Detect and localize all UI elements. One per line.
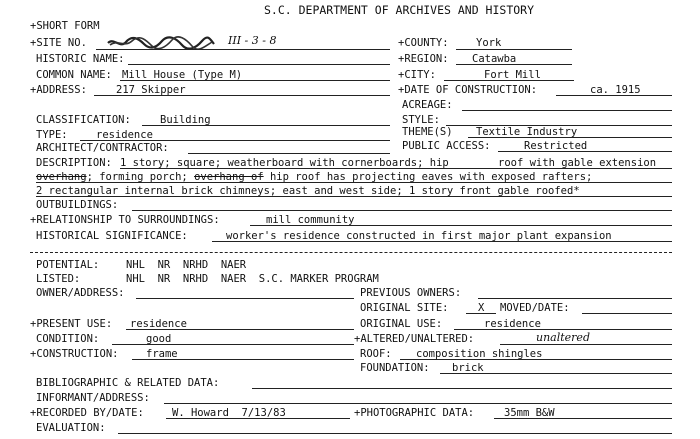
page-title: S.C. DEPARTMENT OF ARCHIVES AND HISTORY xyxy=(264,3,535,17)
type-line xyxy=(80,140,390,141)
roof-line xyxy=(400,359,672,360)
construction-value: frame xyxy=(146,348,178,360)
description-struck-word-2: overhang of xyxy=(194,171,264,183)
description-line-1a: 1 story; square; weatherboard with cornerboards; hip xyxy=(120,157,449,169)
informant-label: INFORMANT/ADDRESS: xyxy=(36,392,150,404)
address-label: +ADDRESS: xyxy=(30,84,87,96)
listed-label: LISTED: xyxy=(36,273,81,285)
evaluation-line xyxy=(118,433,672,434)
altered-label: +ALTERED/UNALTERED: xyxy=(354,333,475,345)
description-struck-word-1: overhang xyxy=(36,171,87,183)
short-form-label: +SHORT FORM xyxy=(30,20,100,32)
architect-label: ARCHITECT/CONTRACTOR: xyxy=(36,142,169,154)
recorded-value: W. Howard 7/13/83 xyxy=(172,407,286,419)
recorded-line xyxy=(166,418,350,419)
original-use-value: residence xyxy=(484,318,541,330)
city-value: Fort Mill xyxy=(484,69,541,81)
classification-line xyxy=(142,125,390,126)
roof-label: ROOF: xyxy=(360,348,392,360)
region-value: Catawba xyxy=(472,53,517,65)
significance-line xyxy=(212,241,672,242)
potential-options: NHL NR NRHD NAER xyxy=(126,259,247,271)
classification-label: CLASSIFICATION: xyxy=(36,114,131,126)
description-line-1-rule xyxy=(120,168,672,169)
description-line-3: 2 rectangular internal brick chimneys; east and west side; 1 story front gable roofed* xyxy=(36,185,580,197)
present-use-line xyxy=(126,329,354,330)
construction-line xyxy=(132,359,354,360)
description-line-3-rule xyxy=(36,196,672,197)
acreage-line xyxy=(462,110,672,111)
construction-label: +CONSTRUCTION: xyxy=(30,348,119,360)
date-value: ca. 1915 xyxy=(590,84,641,96)
present-use-value: residence xyxy=(130,318,187,330)
theme-value: Textile Industry xyxy=(476,126,578,138)
style-label: STYLE: xyxy=(402,114,440,126)
city-line xyxy=(444,80,574,81)
description-line-2b: hip roof has projecting eaves with exposed rafters; xyxy=(269,171,593,183)
common-name-value: Mill House (Type M) xyxy=(122,69,243,81)
original-use-line xyxy=(454,329,672,330)
county-value: York xyxy=(476,37,502,49)
photo-line xyxy=(494,418,672,419)
present-use-label: +PRESENT USE: xyxy=(30,318,113,330)
redaction-scribble xyxy=(106,36,216,50)
informant-line xyxy=(164,403,672,404)
city-label: +CITY: xyxy=(398,69,436,81)
original-site-label: ORIGINAL SITE: xyxy=(360,302,449,314)
address-line xyxy=(94,95,390,96)
foundation-line xyxy=(440,373,672,374)
photo-label: +PHOTOGRAPHIC DATA: xyxy=(354,407,475,419)
foundation-label: FOUNDATION: xyxy=(360,362,430,374)
region-line xyxy=(456,64,572,65)
site-no-line xyxy=(96,49,390,50)
altered-line xyxy=(500,344,672,345)
listed-options: NHL NR NRHD NAER S.C. MARKER PROGRAM xyxy=(126,273,379,285)
condition-label: CONDITION: xyxy=(36,333,100,345)
significance-label: HISTORICAL SIGNIFICANCE: xyxy=(36,230,188,242)
public-access-line xyxy=(498,151,672,152)
bibliographic-label: BIBLIOGRAPHIC & RELATED DATA: xyxy=(36,377,220,389)
original-use-label: ORIGINAL USE: xyxy=(360,318,443,330)
date-label: +DATE OF CONSTRUCTION: xyxy=(398,84,538,96)
moved-line xyxy=(582,313,672,314)
acreage-label: ACREAGE: xyxy=(402,99,453,111)
original-site-line xyxy=(466,313,496,314)
description-line-1b: roof with gable extension xyxy=(498,157,657,169)
relationship-value: mill community xyxy=(266,214,355,226)
altered-value: unaltered xyxy=(536,331,590,344)
section-divider xyxy=(30,252,672,253)
description-line-2a: ; forming porch; xyxy=(86,171,188,183)
common-name-label: COMMON NAME: xyxy=(36,69,112,81)
county-line xyxy=(456,49,572,50)
potential-label: POTENTIAL: xyxy=(36,259,100,271)
roof-value: composition shingles xyxy=(416,348,543,360)
outbuildings-label: OUTBUILDINGS: xyxy=(36,199,119,211)
address-value: 217 Skipper xyxy=(116,84,186,96)
public-access-value: Restricted xyxy=(524,140,588,152)
county-label: +COUNTY: xyxy=(398,37,449,49)
moved-label: MOVED/DATE: xyxy=(500,302,570,314)
outbuildings-line xyxy=(132,210,672,211)
bibliographic-line xyxy=(252,388,672,389)
historic-name-line xyxy=(128,64,390,65)
type-value: residence xyxy=(96,129,153,141)
previous-owners-line xyxy=(478,298,672,299)
evaluation-label: EVALUATION: xyxy=(36,422,106,434)
significance-value: worker's residence constructed in first major plant expansion xyxy=(226,230,612,242)
architect-line xyxy=(188,153,390,154)
relationship-line xyxy=(250,225,672,226)
original-site-value: X xyxy=(478,302,485,314)
foundation-value: brick xyxy=(452,362,484,374)
date-line xyxy=(556,95,672,96)
type-label: TYPE: xyxy=(36,129,68,141)
description-label: DESCRIPTION: xyxy=(36,157,112,169)
region-label: +REGION: xyxy=(398,53,449,65)
historic-name-label: HISTORIC NAME: xyxy=(36,53,125,65)
relationship-label: +RELATIONSHIP TO SURROUNDINGS: xyxy=(30,214,220,226)
classification-value: Building xyxy=(160,114,211,126)
description-line-2-rule xyxy=(36,182,672,183)
previous-owners-label: PREVIOUS OWNERS: xyxy=(360,287,462,299)
theme-label: THEME(S) xyxy=(402,126,453,138)
site-no-label: +SITE NO. xyxy=(30,37,87,49)
common-name-line xyxy=(120,80,390,81)
condition-value: good xyxy=(146,333,172,345)
recorded-label: +RECORDED BY/DATE: xyxy=(30,407,144,419)
theme-line xyxy=(468,137,672,138)
public-access-label: PUBLIC ACCESS: xyxy=(402,140,491,152)
owner-label: OWNER/ADDRESS: xyxy=(36,287,125,299)
photo-value: 35mm B&W xyxy=(504,407,555,419)
condition-line xyxy=(112,344,354,345)
site-no-handwritten: III - 3 - 8 xyxy=(228,34,277,47)
owner-line xyxy=(136,298,354,299)
